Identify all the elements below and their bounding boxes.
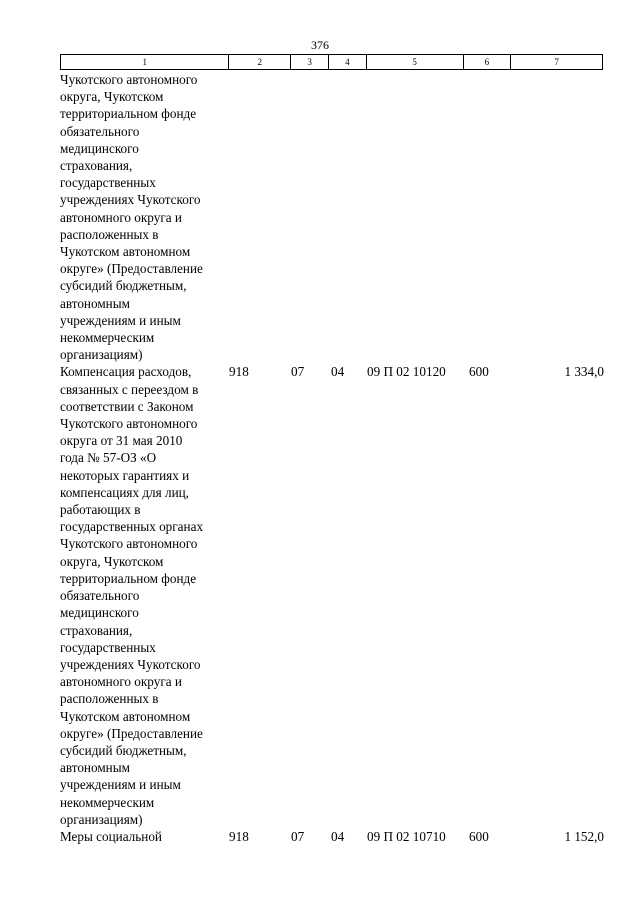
row-description: Меры социальной	[60, 828, 162, 844]
row-expense-type: 600	[469, 828, 489, 844]
column-header-5: 5	[367, 55, 464, 69]
row-section-code: 07	[291, 828, 305, 844]
column-header-4: 4	[329, 55, 367, 69]
row-section-code: 07	[291, 364, 305, 380]
column-header-7: 7	[554, 57, 559, 67]
row-target-code: 09 П 02 10120	[367, 364, 446, 380]
table-row	[60, 828, 620, 845]
table-body	[60, 71, 620, 845]
row-subsection-code: 04	[331, 364, 345, 380]
row-expense-type: 600	[469, 364, 489, 380]
column-header-1: 1	[61, 55, 229, 69]
column-header-3: 3	[291, 55, 329, 69]
table-header	[60, 54, 603, 70]
table-row	[60, 363, 620, 827]
row-subsection-code: 04	[331, 828, 345, 844]
row-amount: 1 152,0	[564, 828, 604, 844]
column-header-6: 6	[464, 55, 512, 69]
page-number: 376	[311, 38, 329, 52]
row-ministry-code: 918	[229, 828, 249, 844]
row-description: Чукотского автономного округа, Чукотском территориальном фонде обязательного медицинского страхования, государственных учреждениях Чукотского автономного округа и расположенных в Чукотском автономном округе» (Предоставление субсидий бюджетным, автономным учреждениям и иным некоммерческим организациям)	[60, 72, 203, 363]
row-target-code: 09 П 02 10710	[367, 828, 446, 844]
table-row	[60, 71, 620, 363]
row-ministry-code: 918	[229, 364, 249, 380]
column-header-2: 2	[229, 55, 291, 69]
row-amount: 1 334,0	[564, 364, 604, 380]
row-description: Компенсация расходов, связанных с переездом в соответствии с Законом Чукотского автономного округа от 31 мая 2010 года № 57-ОЗ «О некоторых гарантиях и компенсациях для лиц, работающих в государственных органах Чукотского автономного округа, Чукотском территориальном фонде обязательного медицинского страхования, государственных учреждениях Чукотского автономного округа и расположенных в Чукотском автономном округе» (Предоставление субсидий бюджетным, автономным учреждениям и иным некоммерческим организациям)	[60, 364, 204, 827]
